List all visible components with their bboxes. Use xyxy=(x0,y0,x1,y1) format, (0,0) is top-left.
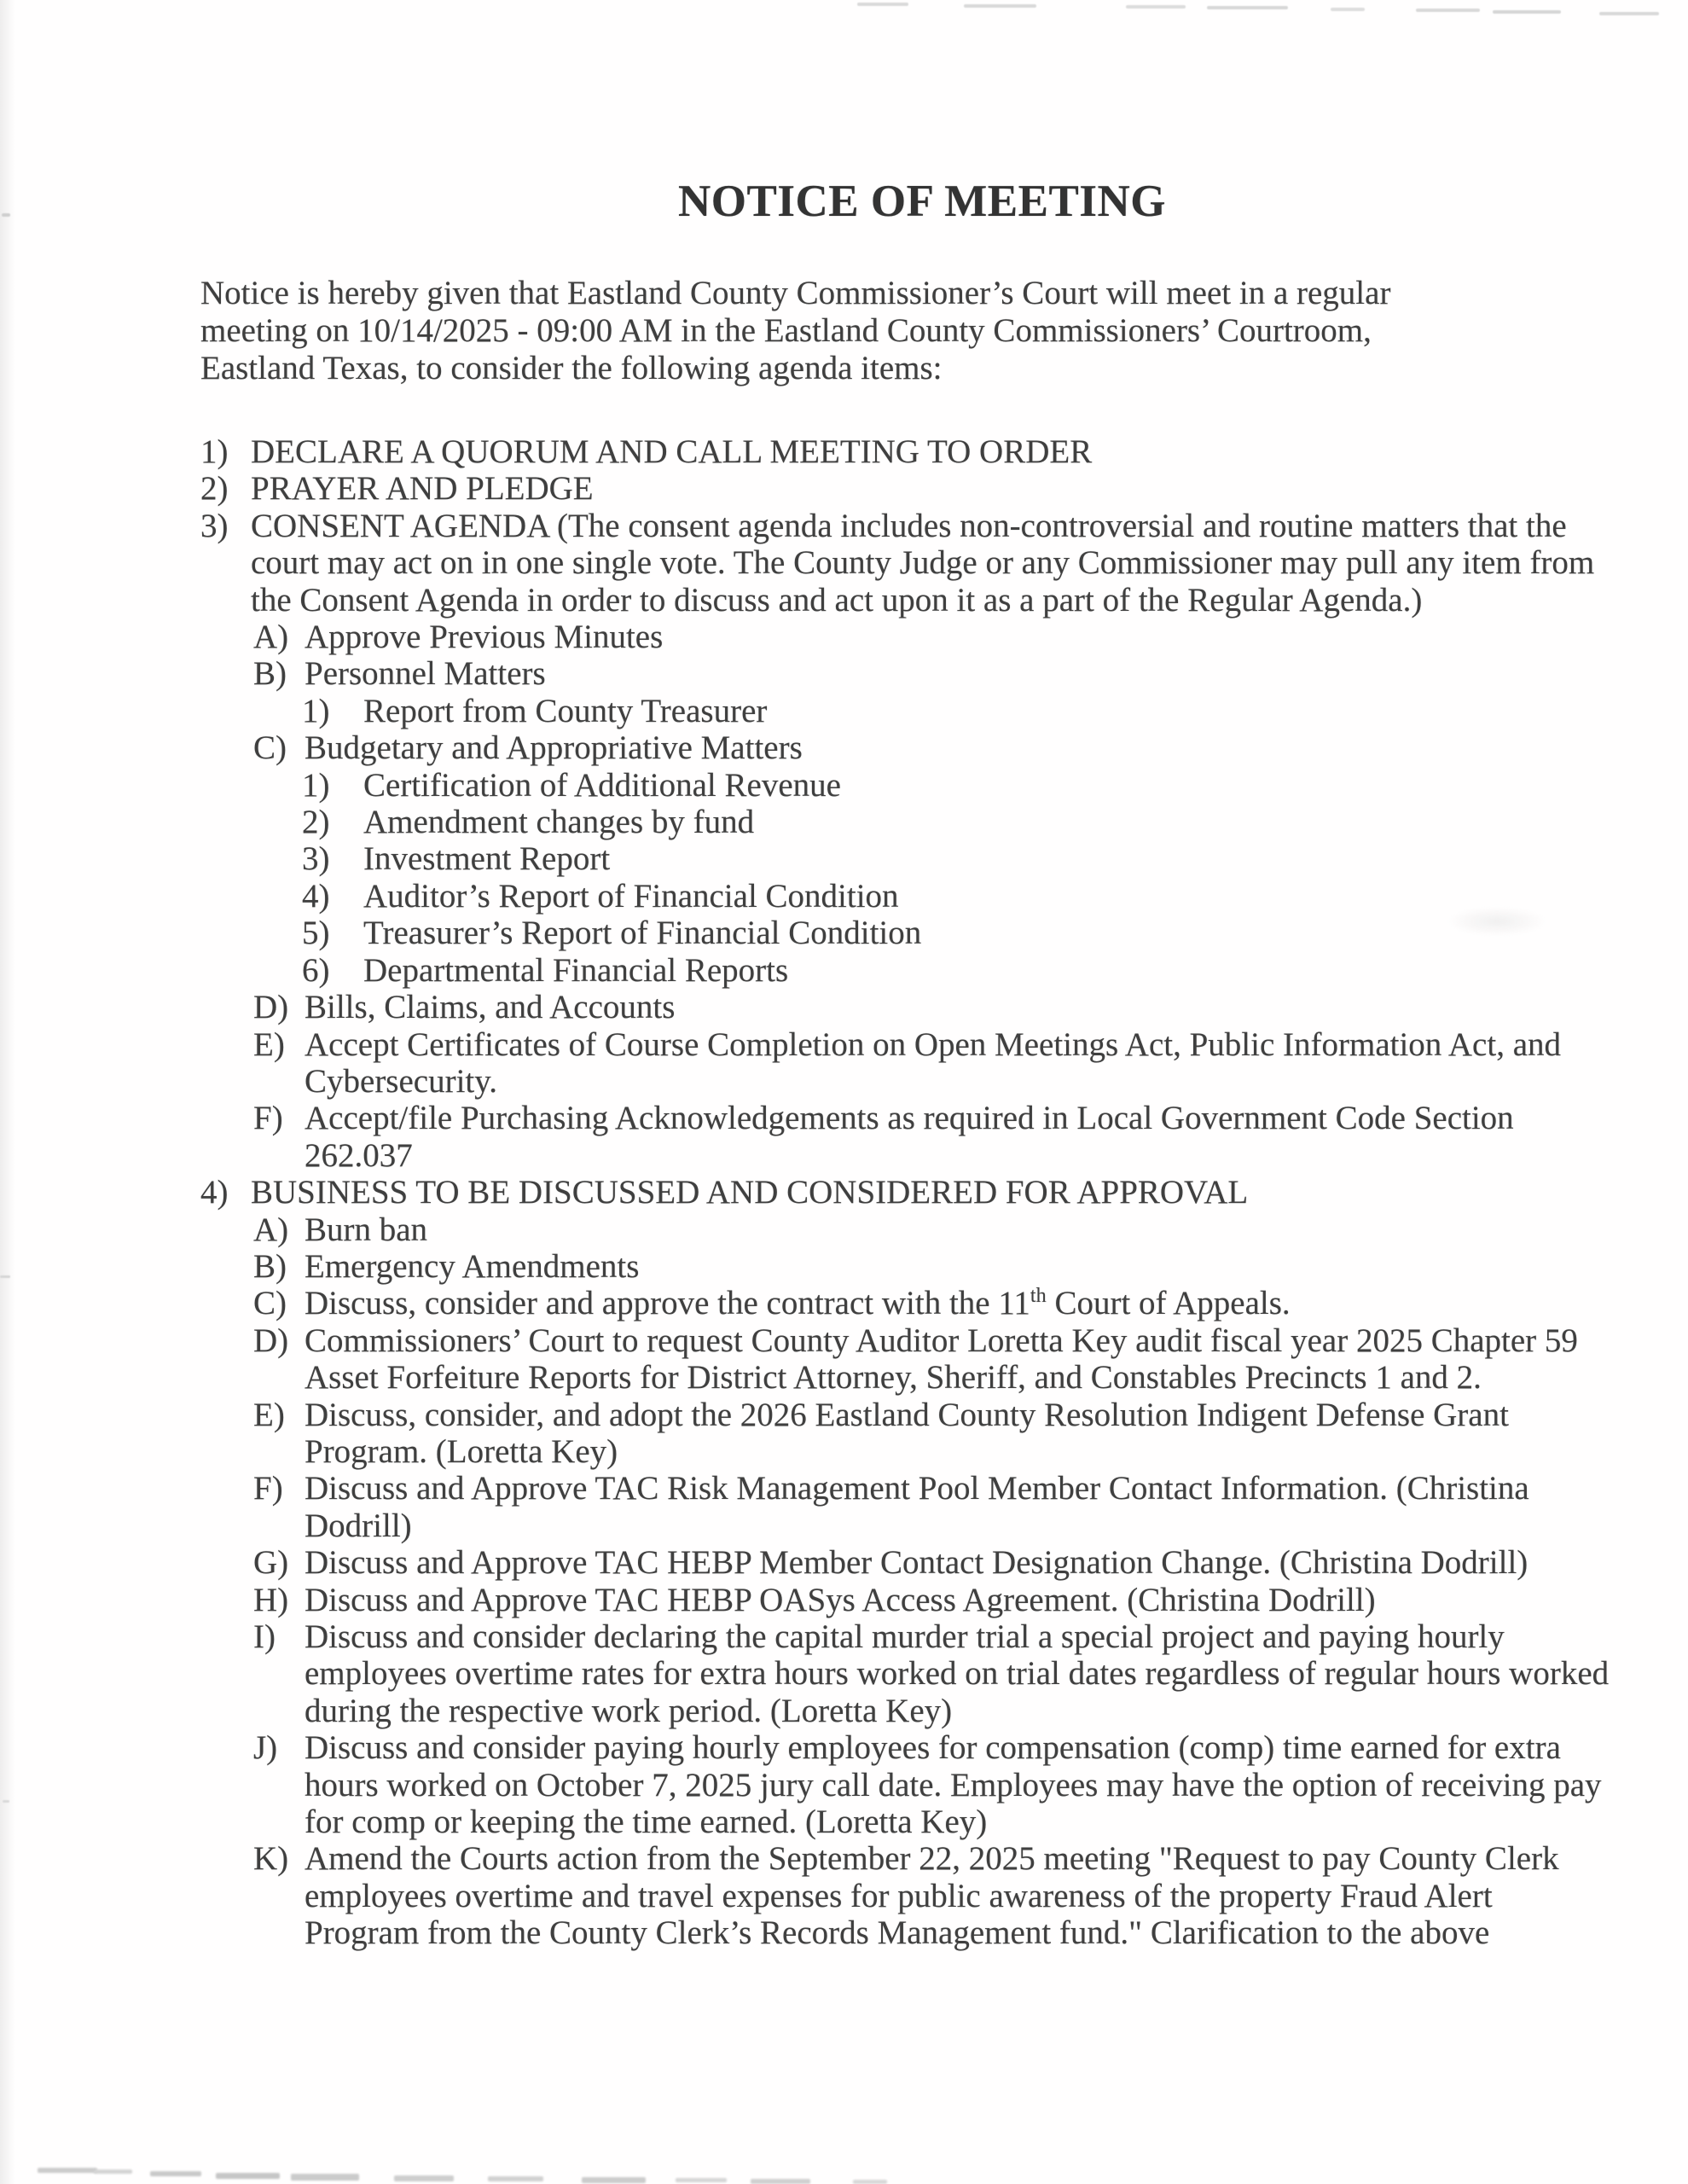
agenda-item-text xyxy=(305,1397,1509,1471)
scan-artifact xyxy=(1331,8,1365,11)
agenda-item xyxy=(200,1321,1578,1397)
scan-artifact xyxy=(1493,10,1561,14)
agenda-item-line: court may act on in one single vote. The County Judge or any Commissioner may pull any item from xyxy=(251,544,1595,582)
agenda-item-line: Auditor’s Report of Financial Condition xyxy=(363,877,899,915)
agenda-item xyxy=(200,1618,1610,1729)
agenda-item-text xyxy=(251,507,1595,619)
agenda-item-line: Discuss, consider and approve the contract with the 11th Court of Appeals. xyxy=(305,1284,1291,1322)
agenda-item-text xyxy=(305,1840,1559,1952)
agenda-item xyxy=(200,619,1509,655)
agenda-item-label: 3) xyxy=(200,507,229,544)
agenda-item-line: Certification of Additional Revenue xyxy=(363,766,841,804)
agenda-item-line: 262.037 xyxy=(305,1136,413,1174)
scan-edge-shadow xyxy=(0,0,15,2184)
agenda-item-line: Cybersecurity. xyxy=(305,1062,497,1100)
agenda-item-label: 6) xyxy=(302,951,330,989)
agenda-item-label: A) xyxy=(253,1211,289,1248)
agenda-item-line: CONSENT AGENDA (The consent agenda includes non-controversial and routine matters that the xyxy=(251,507,1567,544)
agenda-item-text xyxy=(305,989,1509,1025)
agenda-item-line: Dodrill) xyxy=(305,1507,412,1544)
agenda-item-label: G) xyxy=(253,1544,289,1582)
agenda-item xyxy=(200,1840,1559,1952)
agenda-item-line: Discuss and consider declaring the capital murder trial a special project and paying hourly xyxy=(305,1618,1505,1655)
agenda-item-line: Departmental Financial Reports xyxy=(363,951,789,989)
agenda-item-text xyxy=(251,1174,1509,1211)
agenda-item-text xyxy=(305,1285,1509,1321)
agenda-item-text xyxy=(305,1248,1509,1285)
scan-artifact xyxy=(1416,9,1480,12)
agenda-item-line: Discuss and consider paying hourly employees for compensation (comp) time earned for extra xyxy=(305,1729,1561,1767)
scan-artifact xyxy=(676,2178,727,2182)
intro-line: Eastland Texas, to consider the following agenda items: xyxy=(200,350,943,386)
agenda-list xyxy=(200,433,1610,1952)
agenda-item-label: C) xyxy=(253,729,287,767)
agenda-item-line: Personnel Matters xyxy=(305,655,546,693)
agenda-item xyxy=(200,1174,1509,1211)
intro-line: Notice is hereby given that Eastland County Commissioner’s Court will meet in a regular xyxy=(200,275,1391,311)
scan-artifact xyxy=(857,3,908,6)
agenda-item-line: Commissioners’ Court to request County Auditor Loretta Key audit fiscal year 2025 Chapter 59 xyxy=(305,1321,1578,1359)
agenda-item-text xyxy=(305,1729,1602,1841)
agenda-item-text xyxy=(305,619,1509,655)
scan-artifact xyxy=(1599,12,1659,15)
agenda-item-line: Discuss and Approve TAC Risk Management Pool Member Contact Information. (Christina xyxy=(305,1470,1529,1507)
scan-artifact xyxy=(582,2177,646,2183)
agenda-item-label: D) xyxy=(253,1321,289,1359)
agenda-item xyxy=(200,1025,1562,1101)
agenda-item-line: hours worked on October 7, 2025 jury call date. Employees may have the option of receiving pay xyxy=(305,1766,1602,1804)
scan-artifact xyxy=(964,4,1036,8)
agenda-item xyxy=(200,729,1509,766)
agenda-item-text xyxy=(305,729,1509,766)
agenda-item-text xyxy=(363,878,1509,915)
agenda-item-text xyxy=(305,1025,1562,1101)
agenda-item-label: B) xyxy=(253,1247,287,1285)
agenda-item-text xyxy=(305,1618,1610,1729)
agenda-item xyxy=(200,840,1509,877)
scan-artifact xyxy=(2,213,10,217)
agenda-item xyxy=(200,1544,1528,1582)
agenda-item-label: F) xyxy=(253,1100,283,1137)
intro-paragraph xyxy=(200,275,1390,387)
agenda-item-line: employees overtime and travel expenses for public awareness of the property Fraud Alert xyxy=(305,1877,1493,1914)
agenda-item-line: Burn ban xyxy=(305,1211,428,1248)
agenda-item-line: Emergency Amendments xyxy=(305,1247,640,1285)
agenda-item xyxy=(200,1211,1509,1248)
agenda-item-line: Amend the Courts action from the September 22, 2025 meeting "Request to pay County Clerk xyxy=(305,1840,1559,1878)
agenda-item-label: F) xyxy=(253,1470,283,1507)
agenda-item-line: DECLARE A QUORUM AND CALL MEETING TO ORDER xyxy=(251,433,1093,470)
agenda-item-line: Program from the County Clerk’s Records Management fund." Clarification to the above xyxy=(305,1914,1490,1952)
agenda-item-line: the Consent Agenda in order to discuss and act upon it as a part of the Regular Agenda.) xyxy=(251,581,1423,619)
agenda-item-line: for comp or keeping the time earned. (Loretta Key) xyxy=(305,1804,988,1841)
agenda-item-text xyxy=(305,1582,1509,1618)
scan-artifact xyxy=(0,1275,10,1278)
agenda-item-line: Bills, Claims, and Accounts xyxy=(305,989,676,1026)
agenda-item xyxy=(200,1729,1602,1841)
agenda-item-label: 1) xyxy=(200,433,229,470)
agenda-item-label: J) xyxy=(253,1729,278,1767)
agenda-item xyxy=(200,1285,1509,1321)
scan-artifact xyxy=(1126,5,1186,9)
agenda-item-line: Discuss and Approve TAC HEBP Member Contact Designation Change. (Christina Dodrill) xyxy=(305,1544,1528,1582)
agenda-item xyxy=(200,1100,1514,1174)
agenda-item xyxy=(200,915,1509,951)
agenda-item-text xyxy=(363,804,1509,840)
scan-artifact xyxy=(216,2173,280,2179)
agenda-item-line: Accept/file Purchasing Acknowledgements as required in Local Government Code Section xyxy=(305,1100,1514,1137)
agenda-item-label: 3) xyxy=(302,840,330,878)
intro-line: meeting on 10/14/2025 - 09:00 AM in the Eastland County Commissioners’ Courtroom, xyxy=(200,312,1372,349)
agenda-item-label: B) xyxy=(253,655,287,693)
agenda-item-text xyxy=(305,1211,1509,1248)
agenda-item-text xyxy=(305,1321,1578,1397)
agenda-item-label: 5) xyxy=(302,915,330,952)
scan-artifact xyxy=(1207,6,1288,9)
agenda-item xyxy=(200,804,1509,840)
agenda-item-text xyxy=(305,1470,1529,1544)
scan-artifact xyxy=(150,2171,201,2176)
agenda-item-line: Amendment changes by fund xyxy=(363,804,755,841)
agenda-item-label: 2) xyxy=(200,470,229,508)
scan-artifact xyxy=(853,2180,887,2184)
agenda-item xyxy=(200,433,1509,470)
agenda-item xyxy=(200,1248,1509,1285)
agenda-item-text xyxy=(363,952,1509,989)
scan-artifact xyxy=(751,2179,810,2184)
agenda-item-line: Program. (Loretta Key) xyxy=(305,1432,618,1470)
agenda-item-label: 2) xyxy=(302,804,330,841)
agenda-item-text xyxy=(305,1544,1528,1582)
scan-artifact xyxy=(3,1800,9,1803)
agenda-item-line: Report from County Treasurer xyxy=(363,692,768,729)
agenda-item xyxy=(200,470,1509,507)
agenda-item-label: C) xyxy=(253,1285,287,1322)
agenda-item-label: H) xyxy=(253,1581,289,1618)
agenda-item-line: PRAYER AND PLEDGE xyxy=(251,470,594,508)
agenda-item-text xyxy=(251,470,1509,507)
agenda-item xyxy=(200,507,1595,619)
agenda-item-text xyxy=(305,655,1509,692)
agenda-item-label: 4) xyxy=(302,877,330,915)
agenda-item xyxy=(200,1582,1509,1618)
agenda-item xyxy=(200,655,1509,692)
agenda-item-line: Accept Certificates of Course Completion on Open Meetings Act, Public Information Act, and xyxy=(305,1025,1562,1063)
scan-artifact xyxy=(488,2176,543,2181)
agenda-item-text xyxy=(363,915,1509,951)
agenda-item-label: 4) xyxy=(200,1174,229,1211)
agenda-item-label: 1) xyxy=(302,766,330,804)
agenda-item-text xyxy=(363,767,1509,804)
agenda-item xyxy=(200,952,1509,989)
agenda-item xyxy=(200,1470,1529,1544)
agenda-item-label: A) xyxy=(253,619,289,656)
agenda-item-text xyxy=(363,693,1509,729)
agenda-item-text xyxy=(363,840,1509,877)
agenda-item-label: E) xyxy=(253,1025,285,1063)
agenda-item xyxy=(200,989,1509,1025)
agenda-item-line: Treasurer’s Report of Financial Condition xyxy=(363,915,922,952)
agenda-item-label: D) xyxy=(253,989,289,1026)
agenda-item-text xyxy=(305,1100,1514,1174)
agenda-item-line: Discuss and Approve TAC HEBP OASys Access Agreement. (Christina Dodrill) xyxy=(305,1581,1376,1618)
agenda-item-text xyxy=(251,433,1509,470)
agenda-item xyxy=(200,767,1509,804)
agenda-item-line: Budgetary and Appropriative Matters xyxy=(305,729,803,767)
agenda-item-label: 1) xyxy=(302,692,330,729)
scan-artifact xyxy=(94,2169,132,2174)
agenda-item-line: during the respective work period. (Loretta Key) xyxy=(305,1692,953,1729)
agenda-item-line: Discuss, consider, and adopt the 2026 Eastland County Resolution Indigent Defense Grant xyxy=(305,1396,1509,1433)
scan-artifact xyxy=(394,2175,454,2181)
scan-artifact xyxy=(38,2168,97,2173)
scan-artifact xyxy=(291,2174,359,2181)
agenda-item-label: I) xyxy=(253,1618,276,1655)
agenda-item-line: Investment Report xyxy=(363,840,611,878)
agenda-item-line: Asset Forfeiture Reports for District Attorney, Sheriff, and Constables Precincts 1 and 2. xyxy=(305,1359,1482,1397)
agenda-item-line: BUSINESS TO BE DISCUSSED AND CONSIDERED FOR APPROVAL xyxy=(251,1174,1249,1211)
agenda-item xyxy=(200,693,1509,729)
page-title: NOTICE OF MEETING xyxy=(678,177,1166,226)
agenda-item-line: Approve Previous Minutes xyxy=(305,619,664,656)
agenda-item-line: employees overtime rates for extra hours worked on trial dates regardless of regular hours worked xyxy=(305,1655,1610,1693)
agenda-item xyxy=(200,878,1509,915)
agenda-item xyxy=(200,1397,1509,1471)
agenda-item-label: E) xyxy=(253,1396,285,1433)
agenda-item-label: K) xyxy=(253,1840,289,1878)
